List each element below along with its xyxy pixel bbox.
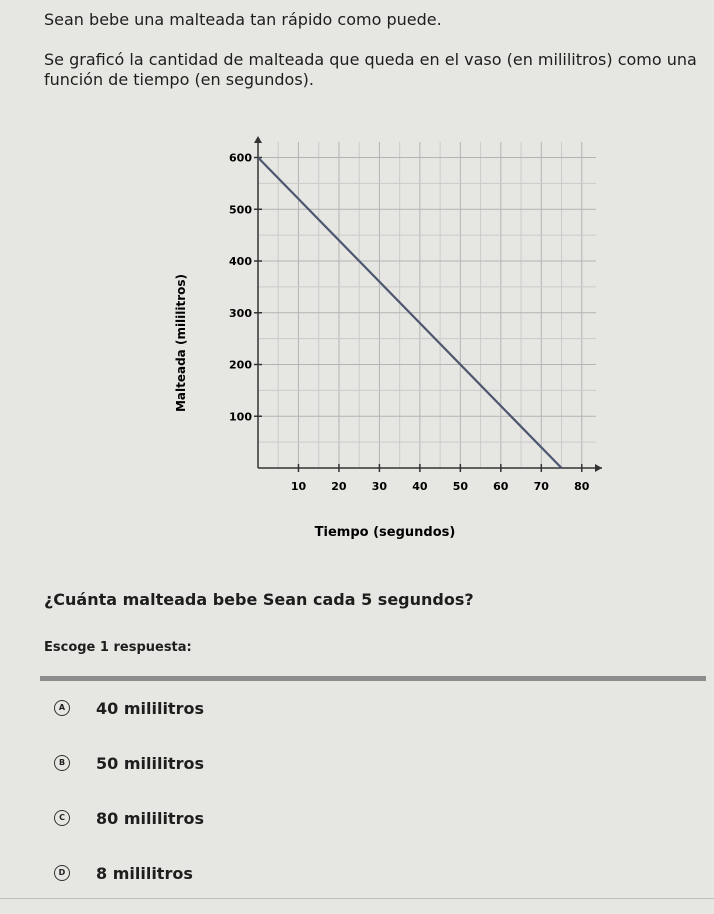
milkshake-chart [160,128,610,548]
option-c[interactable] [54,804,204,832]
x-tick-label: 50 [452,480,469,493]
question-text: ¿Cuánta malteada bebe Sean cada 5 segundos? [44,590,474,609]
option-a-badge: A [54,700,70,716]
option-c-text: 80 mililitros [96,808,204,828]
chart-grid [258,142,596,468]
bottom-border [0,898,714,899]
x-tick-label: 80 [574,480,590,493]
option-b-text: 50 mililitros [96,753,204,773]
chart-axes [254,136,602,472]
option-c-badge: C [54,810,70,826]
option-d-badge: D [54,865,70,881]
option-b-badge: B [54,755,70,771]
x-tick-label: 30 [371,480,388,493]
x-tick-label: 10 [290,480,307,493]
y-tick-label: 500 [229,203,252,217]
answer-prompt: Escoge 1 respuesta: [44,640,192,655]
y-tick-label: 400 [229,255,252,269]
y-tick-label: 600 [229,151,252,165]
option-b[interactable] [54,749,204,777]
x-tick-label: 60 [493,480,509,493]
problem-statement [44,10,704,90]
option-a-text: 40 mililitros [96,698,204,718]
answer-options [54,694,204,914]
y-axis-label: Malteada (mililitros) [174,273,188,413]
problem-line-1: Sean bebe una malteada tan rápido como puede. [44,10,442,29]
problem-line-2: Se graficó la cantidad de malteada que queda en el vaso (en mililitros) como una función de tiempo (en segundos). [44,50,697,89]
y-tick-label: 100 [229,410,252,424]
option-d[interactable] [54,859,204,887]
y-axis-arrow [254,136,262,143]
x-axis-arrow [595,464,602,472]
x-tick-label: 70 [533,480,549,493]
option-d-text: 8 mililitros [96,863,193,883]
divider [40,676,706,681]
x-axis-label: Tiempo (segundos) [314,525,456,540]
y-tick-label: 300 [229,306,252,320]
option-a[interactable] [54,694,204,722]
x-tick-label: 40 [412,480,428,493]
y-tick-label: 200 [229,358,252,372]
x-tick-label: 20 [331,480,347,493]
